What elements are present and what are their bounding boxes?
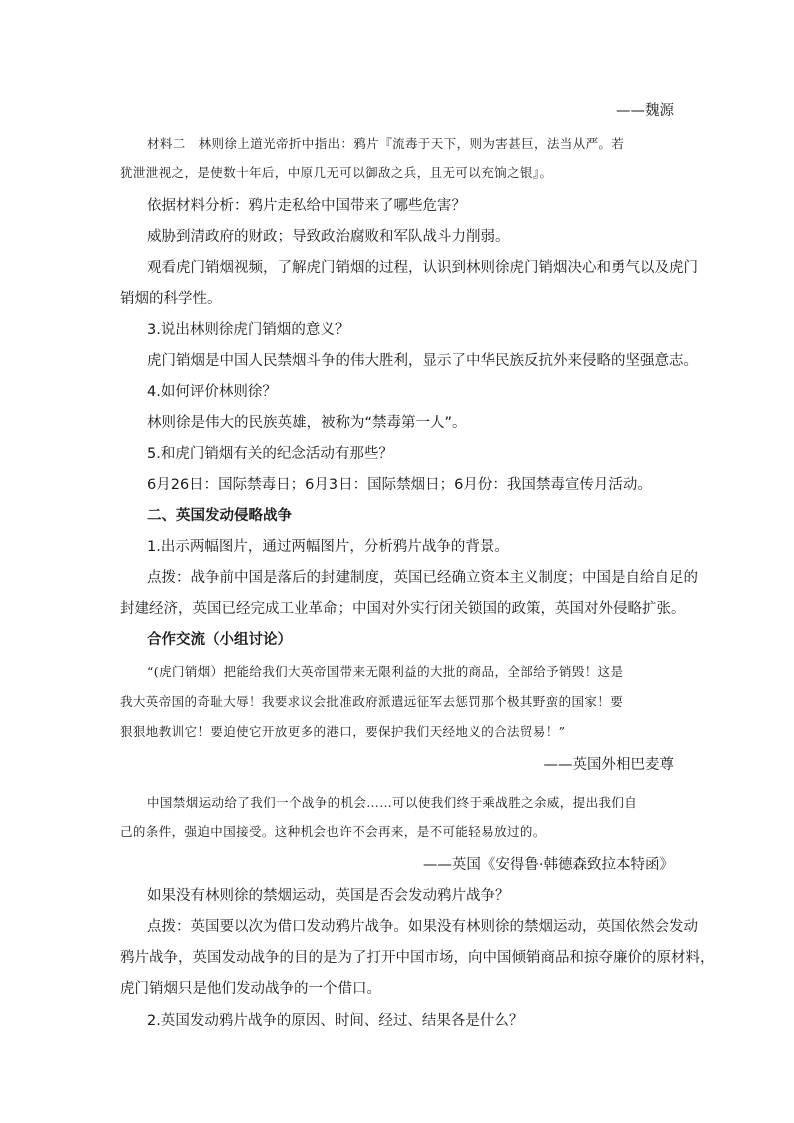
video-paragraph-line-2: 销烟的科学性。	[120, 291, 222, 307]
question-4: 4.如何评价林则徐？	[147, 384, 277, 400]
question-harm: 依据材料分析：鸦片走私给中国带来了哪些危害？	[147, 198, 466, 214]
palmerston-quote-line-3: 狠狠地教训它！要迫使它开放更多的港口，要保护我们天经地义的合法贸易！”	[120, 724, 566, 739]
henderson-quote-line-2: 己的条件，强迫中国接受。这种机会也许不会再来，是不可能轻易放过的。	[120, 824, 546, 839]
question-3: 3.说出林则徐虎门销烟的意义？	[147, 322, 350, 338]
video-paragraph-line-1: 观看虎门销烟视频，了解虎门销烟的过程，认识到林则徐虎门销烟决心和勇气以及虎门	[147, 260, 698, 276]
material-two-line-2: 犹泄泄视之，是使数十年后，中原几无可以御敌之兵，且无可以充饷之银』。	[120, 165, 553, 180]
answer-3: 虎门销烟是中国人民禁烟斗争的伟大胜利，显示了中华民族反抗外来侵略的坚强意志。	[147, 353, 698, 369]
source-henderson: ——英国《安得鲁·韩德森致拉本特函》	[422, 857, 674, 873]
section-heading-2: 二、英国发动侵略战争	[147, 508, 292, 524]
hint-war-line-1: 点拨：英国要以次为借口发动鸦片战争。如果没有林则徐的禁烟运动，英国依然会发动	[147, 919, 698, 935]
answer-5: 6月26日：国际禁毒日；6月3日：国际禁烟日；6月份：我国禁毒宣传月活动。	[147, 477, 652, 493]
material-two-line-1: 材料二 林则徐上道光帝折中指出：鸦片『流毒于天下，则为害甚巨，法当从严。若	[147, 136, 625, 151]
hint-1-line-2: 封建经济，英国已经完成工业革命；中国对外实行闭关锁国的政策，英国对外侵略扩张。	[120, 601, 686, 617]
answer-harm: 威胁到清政府的财政；导致政治腐败和军队战斗力削弱。	[147, 229, 510, 245]
henderson-quote-line-1: 中国禁烟运动给了我们一个战争的机会……可以使我们终于乘战胜之余威，提出我们自	[147, 795, 638, 810]
hint-war-line-2: 鸦片战争，英国发动战争的目的是为了打开中国市场，向中国倾销商品和掠夺廉价的原材料，	[120, 950, 715, 966]
source-palmerston: ——英国外相巴麦尊	[543, 757, 674, 773]
question-war: 如果没有林则徐的禁烟运动，英国是否会发动鸦片战争？	[147, 888, 510, 904]
task-2: 2.英国发动鸦片战争的原因、时间、经过、结果各是什么？	[147, 1013, 524, 1029]
hint-war-line-3: 虎门销烟只是他们发动战争的一个借口。	[120, 981, 381, 997]
answer-4: 林则徐是伟大的民族英雄，被称为“禁毒第一人”。	[147, 415, 467, 431]
task-1: 1.出示两幅图片，通过两幅图片，分析鸦片战争的背景。	[147, 539, 509, 555]
question-5: 5.和虎门销烟有关的纪念活动有那些？	[147, 446, 393, 462]
source-weiyuan: ——魏源	[616, 103, 674, 119]
group-discussion-heading: 合作交流（小组讨论）	[147, 632, 292, 648]
palmerston-quote-line-2: 我大英帝国的奇耻大辱！我要求议会批准政府派遣远征军去惩罚那个极其野蛮的国家！要	[120, 694, 624, 709]
hint-1-line-1: 点拨：战争前中国是落后的封建制度，英国已经确立资本主义制度；中国是自给自足的	[147, 570, 698, 586]
palmerston-quote-line-1: “(虎门销烟）把能给我们大英帝国带来无限利益的大批的商品，全部给予销毁！这是	[147, 664, 624, 679]
